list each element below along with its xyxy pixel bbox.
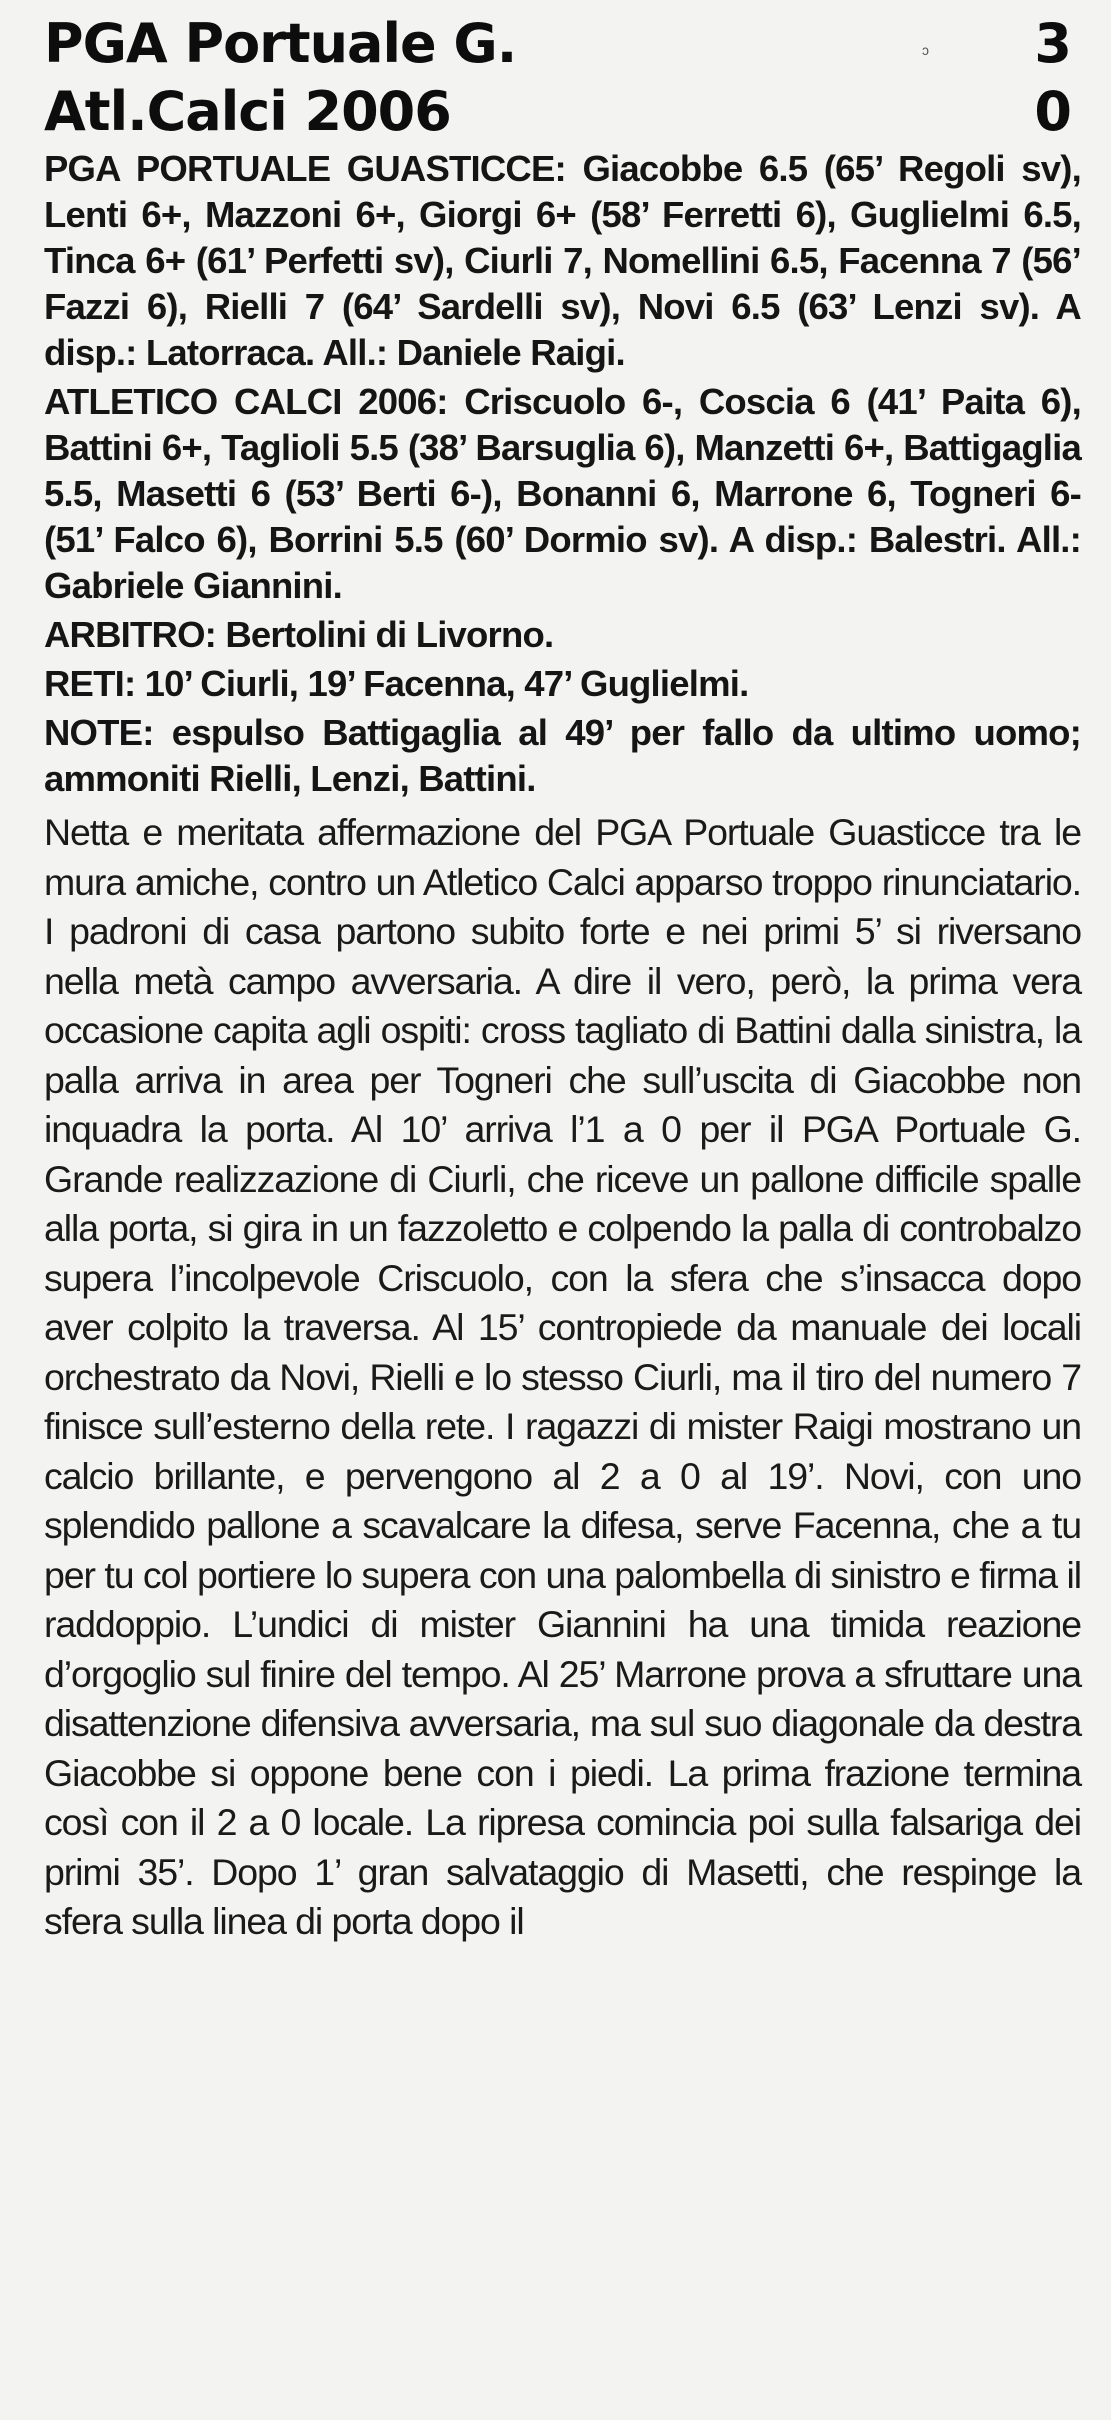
referee-label: ARBITRO:: [44, 614, 217, 655]
notes-line: [44, 710, 1081, 802]
print-speck: ↄ: [922, 42, 929, 58]
referee-line: [44, 612, 1081, 658]
away-lineup-label: ATLETICO CALCI 2006:: [44, 381, 448, 422]
goals-label: RETI:: [44, 663, 136, 704]
home-lineup-text: Giacobbe 6.5 (65’ Regoli sv), Lenti 6+, Mazzoni 6+, Giorgi 6+ (58’ Ferretti 6), Guglielmi 6.5, Tinca 6+ (61’ Perfetti sv), Ciurli 7, Nomellini 6.5, Facenna 7 (56’ Fazzi 6), Rielli 7 (64’ Sardelli sv), Novi 6.5 (63’ Lenzi sv). A disp.: Latorraca. All.: Daniele Raigi.: [44, 148, 1082, 373]
away-lineup: [44, 379, 1081, 609]
away-team-name: Atl.Calci 2006: [44, 80, 451, 143]
referee-text: Bertolini di Livorno.: [225, 614, 554, 655]
notes-text: espulso Battigaglia al 49’ per fallo da ultimo uomo; ammoniti Rielli, Lenzi, Battini.: [44, 712, 1082, 799]
goals-text: 10’ Ciurli, 19’ Facenna, 47’ Guglielmi.: [144, 663, 749, 704]
away-lineup-text: Criscuolo 6-, Coscia 6 (41’ Paita 6), Battini 6+, Taglioli 5.5 (38’ Barsuglia 6), Manzetti 6+, Battigaglia 5.5, Masetti 6 (53’ Berti 6-), Bonanni 6, Marrone 6, Togneri 6- (51’ Falco 6), Borrini 5.5 (60’ Dormio sv). A disp.: Balestri. All.: Gabriele Giannini.: [44, 381, 1081, 606]
goals-line: [44, 661, 1081, 707]
away-team-row: [44, 78, 1081, 146]
home-team-name: PGA Portuale G.: [44, 12, 517, 75]
home-lineup-label: PGA PORTUALE GUASTICCE:: [44, 148, 566, 189]
match-report-body: Netta e meritata affermazione del PGA Portuale Guasticce tra le mura amiche, contro un Atletico Calci apparso troppo rinunciatario. I padroni di casa partono subito forte e nei primi 5’ si riversano nella metà campo avversaria. A dire il vero, però, la prima vera occasione capita agli ospiti: cross tagliato di Battini dalla sinistra, la palla arriva in area per Togneri che sull’uscita di Giacobbe non inquadra la porta. Al 10’ arriva l’1 a 0 per il PGA Portuale G. Grande realizzazione di Ciurli, che riceve un pallone difficile spalle alla porta, si gira in un fazzoletto e colpendo la palla di controbalzo supera l’incolpevole Criscuolo, con la sfera che s’insacca dopo aver colpito la traversa. Al 15’ contropiede da manuale dei locali orchestrato da Novi, Rielli e lo stesso Ciurli, ma il tiro del numero 7 finisce sull’esterno della rete. I ragazzi di mister Raigi mostrano un calcio brillante, e pervengono al 2 a 0 al 19’. Novi, con uno splendido pallone a scavalcare la difesa, serve Facenna, che a tu per tu col portiere lo supera con una palombella di sinistro e firma il raddoppio. L’undici di mister Giannini ha una timida reazione d’orgoglio sul finire del tempo. Al 25’ Marrone prova a sfruttare una disattenzione difensiva avversaria, ma sul suo diagonale da destra Giacobbe si oppone bene con i piedi. La prima frazione termina così con il 2 a 0 locale. La ripresa comincia poi sulla falsariga dei primi 35’. Dopo 1’ gran salvataggio di Masetti, che respinge la sfera sulla linea di porta dopo il: [44, 811, 1081, 1942]
notes-label: NOTE:: [44, 712, 154, 753]
away-team-score: 0: [1034, 80, 1071, 143]
home-lineup: [44, 146, 1081, 376]
home-team-score: 3: [1034, 12, 1071, 75]
